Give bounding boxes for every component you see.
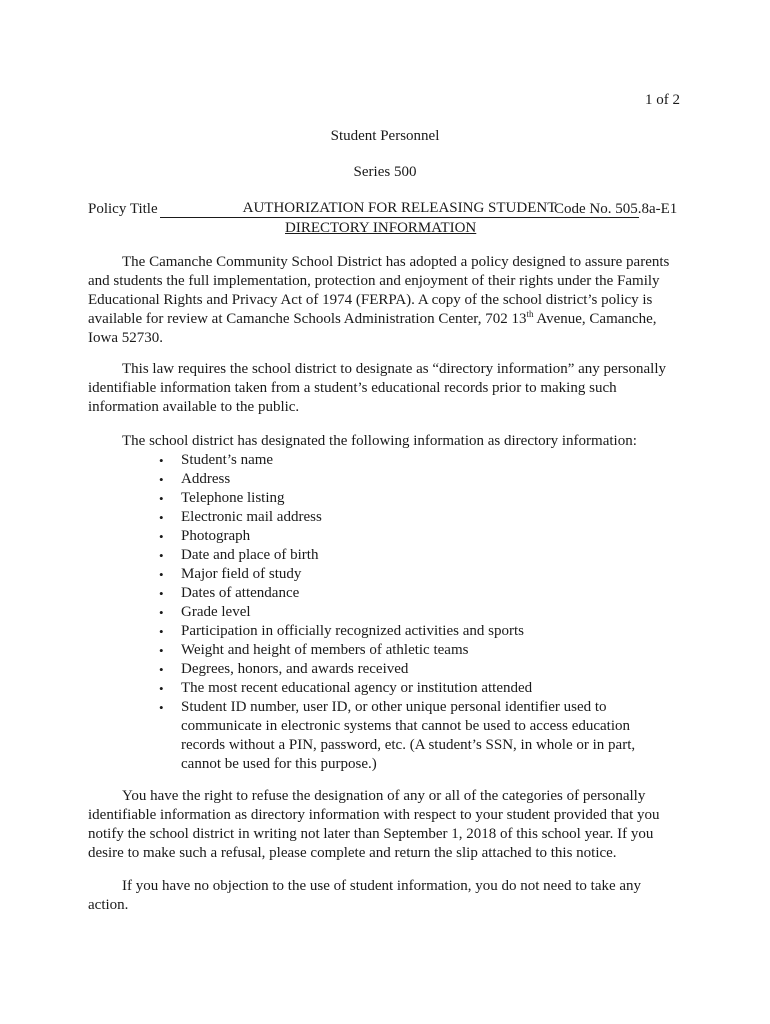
paragraph-no-objection: If you have no objection to the use of student information, you do not need to take any action.: [88, 878, 642, 913]
bullet-icon: •: [159, 548, 164, 563]
series-heading: Series 500: [353, 164, 417, 180]
list-item: [156, 584, 656, 603]
list-item-text: Degrees, honors, and awards received: [181, 661, 409, 677]
list-item: [156, 603, 656, 622]
list-item-text: Photograph: [181, 528, 251, 544]
list-item-text: Student ID number, user ID, or other unique personal identifier used to communicate in electronic systems that cannot be used to access education records without a PIN, password, etc. (A student’s SSN, in whole or in part, cannot be used for this purpose.): [181, 699, 636, 772]
paragraph-right-to-refuse: You have the right to refuse the designation of any or all of the categories of personally identifiable information as directory information with respect to your student provided that you notify the school district in writing not later than September 1, 2018 of this school year. If you desire to make such a refusal, please complete and return the slip attached to this notice.: [88, 788, 660, 861]
list-item-text: The most recent educational agency or institution attended: [181, 680, 533, 696]
bullet-icon: •: [159, 643, 164, 658]
list-item: [156, 660, 656, 679]
list-item: [156, 679, 656, 698]
bullet-icon: •: [159, 700, 164, 715]
policy-title-line-2: DIRECTORY INFORMATION: [285, 220, 477, 236]
list-item-text: Participation in officially recognized activities and sports: [181, 623, 524, 639]
list-item-text: Weight and height of members of athletic teams: [181, 642, 469, 658]
bullet-icon: •: [159, 605, 164, 620]
bullet-icon: •: [159, 491, 164, 506]
paragraph-directory-law: This law requires the school district to designate as “directory information” any personally identifiable information taken from a student’s educational records prior to making such information available to the public.: [88, 361, 667, 415]
list-item-text: Electronic mail address: [181, 509, 322, 525]
policy-title-line-1: AUTHORIZATION FOR RELEASING STUDENT: [160, 200, 639, 218]
ordinal-superscript: th: [526, 309, 534, 319]
bullet-icon: •: [159, 453, 164, 468]
list-item-text: Dates of attendance: [181, 585, 300, 601]
policy-code: Code No. 505.8a-E1: [554, 201, 678, 217]
list-item-text: Telephone listing: [181, 490, 285, 506]
bullet-icon: •: [159, 586, 164, 601]
list-item-text: Student’s name: [181, 452, 274, 468]
bullet-icon: •: [159, 662, 164, 677]
directory-information-list: [156, 451, 656, 774]
section-heading: Student Personnel: [330, 128, 440, 144]
list-item: [156, 565, 656, 584]
paragraph-ferpa-intro-end: Avenue, Camanche, Iowa 52730.: [88, 311, 657, 346]
policy-title-label: Policy Title: [88, 201, 158, 217]
paragraph-ferpa-intro-text: The Camanche Community School District has adopted a policy designed to assure parents and students the full implementation, protection and enjoyment of their rights under the Family Educational Rights and Privacy Act of 1974 (FERPA). A copy of the school district’s policy is available for review at Camanche Schools Administration Center, 702 13: [88, 254, 670, 327]
list-item: [156, 698, 656, 774]
list-item: [156, 489, 656, 508]
bullet-icon: •: [159, 681, 164, 696]
bullet-icon: •: [159, 529, 164, 544]
list-item: [156, 527, 656, 546]
list-item: [156, 470, 656, 489]
bullet-icon: •: [159, 567, 164, 582]
list-item-text: Address: [181, 471, 231, 487]
paragraph-ferpa-intro: [88, 253, 678, 348]
list-item: [156, 451, 656, 470]
bullet-icon: •: [159, 510, 164, 525]
list-item: [156, 508, 656, 527]
bullet-icon: •: [159, 472, 164, 487]
list-item-text: Date and place of birth: [181, 547, 319, 563]
list-item: [156, 622, 656, 641]
list-item-text: Major field of study: [181, 566, 302, 582]
page-number: 1 of 2: [645, 92, 680, 108]
list-item-text: Grade level: [181, 604, 251, 620]
list-item: [156, 641, 656, 660]
bullet-icon: •: [159, 624, 164, 639]
list-item: [156, 546, 656, 565]
paragraph-designated-intro: The school district has designated the following information as directory information:: [122, 433, 637, 449]
